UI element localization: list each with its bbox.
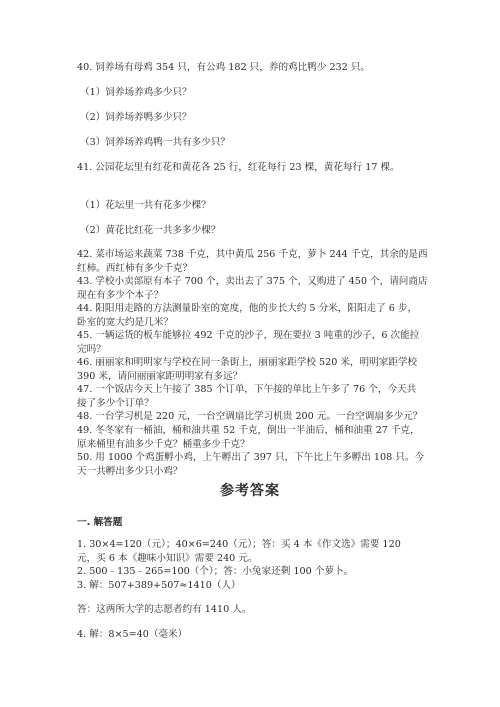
answer-4: 4. 解：8×5=40（毫米） [77,629,188,640]
question-45-line-2: 完吗？ [77,344,106,355]
question-40-part-3: （3）饲养场养鸡鸭一共有多少只？ [80,137,231,148]
question-46-line-1: 46. 丽丽家和明明家与学校在同一条街上，丽丽家距学校 520 米，明明家距学校 [77,357,418,368]
answer-1-line-2: 元，买 6 本《趣味小知识》需要 240 元。 [77,553,258,564]
question-41-part-2: （2）黄花比红花一共多多少棵？ [80,225,221,236]
question-48: 48. 一台学习机是 220 元，一台空调扇比学习机贵 200 元。一台空调扇多少元？ [77,411,423,422]
question-50-line-2: 天一共孵出多少只小鸡？ [77,466,183,477]
question-43-line-2: 现在有多少个本子？ [77,290,164,301]
answer-3-conclusion: 答：这两所大学的志愿者约有 1410 人。 [77,604,252,615]
question-46-line-2: 390 米，请问丽丽家距明明家有多远？ [77,371,243,382]
question-44-line-2: 卧室的宽大约是几米？ [77,317,173,328]
question-45-line-1: 45. 一辆运货的板车能够拉 492 千克的沙子，现在要拉 3 吨重的沙子，6 次能拉 [77,330,420,341]
question-42-line-2: 红柿。西红柿有多少千克？ [77,263,193,274]
question-49-line-2: 原来桶里有油多少千克？桶重多少千克？ [77,439,250,450]
question-42-line-1: 42. 菜市场运来蔬菜 738 千克，其中黄瓜 256 千克，萝卜 244 千克，其余的是西 [77,249,428,260]
question-40-part-1: （1）饲养场养鸡多少只？ [80,87,192,98]
question-49-line-1: 49. 冬冬家有一桶油，桶和油共重 52 千克，倒出一半油后，桶和油重 27 千克， [77,425,420,436]
answer-3: 3. 解：507+389+507≈1410（人） [77,580,241,591]
answer-2: 2. 500﹣135﹣265=100（个）；答：小兔家还剩 100 个萝卜。 [77,566,354,577]
question-40-part-2: （2）饲养场养鸭多少只？ [80,112,192,123]
question-43-line-1: 43. 学校小卖部原有本子 700 个，卖出去了 375 个，又购进了 450 个，请问商店 [77,276,428,287]
question-41-stem: 41. 公园花坛里有红花和黄花各 25 行，红花每行 23 棵，黄花每行 17 棵。 [77,162,400,173]
question-47-line-2: 接了多少个订单？ [77,398,154,409]
question-41-part-1: （1）花坛里一共有花多少棵？ [80,200,211,211]
question-44-line-1: 44. 阳阳用走路的方法测量卧室的宽度，他的步长大约 5 分米，阳阳走了 6 步， [77,303,418,314]
question-47-line-1: 47. 一个饭店今天上午接了 385 个订单，下午接的单比上午多了 76 个，今天共 [77,384,417,395]
answer-key-title: 参考答案 [220,483,280,499]
answer-1-line-1: 1. 30×4=120（元）；40×6=240（元）；答：买 4 本《作文选》需要 120 [77,539,401,550]
question-40-stem: 40. 饲养场有母鸡 354 只，有公鸡 182 只，养的鸡比鸭少 232 只。 [77,62,371,73]
question-50-line-1: 50. 用 1000 个鸡蛋孵小鸡，上午孵出了 397 只，下午比上午多孵出 108 只。今 [77,452,425,463]
section-heading: 一. 解答题 [77,517,123,528]
